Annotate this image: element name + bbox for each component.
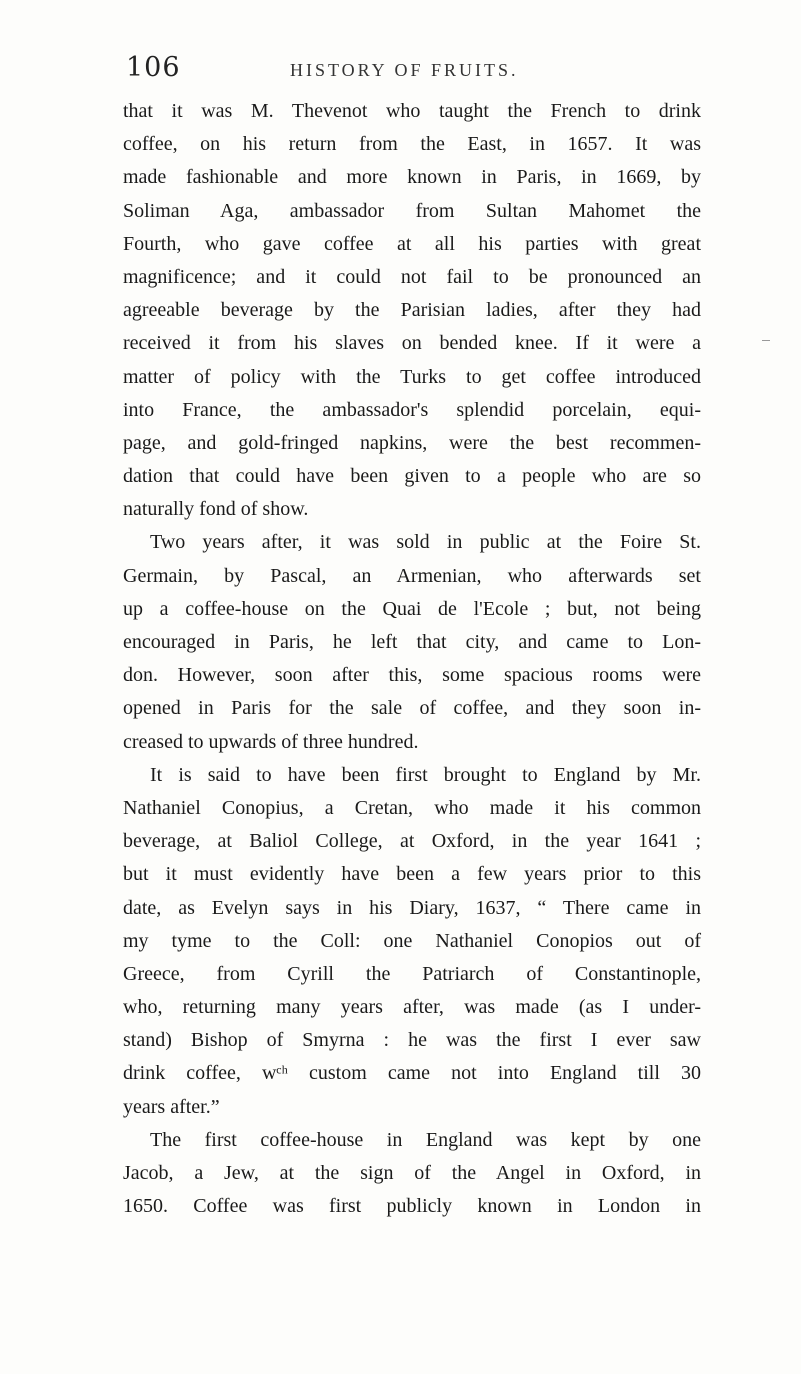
text-line: Soliman Aga, ambassador from Sultan Mahomet the <box>123 199 701 222</box>
text-line: Germain, by Pascal, an Armenian, who afterwards set <box>123 564 701 587</box>
text-line: page, and gold-fringed napkins, were the best recommen- <box>123 431 701 454</box>
text-line: into France, the ambassador's splendid porcelain, equi- <box>123 398 701 421</box>
text-line: agreeable beverage by the Parisian ladies, after they had <box>123 299 701 322</box>
text-line: dation that could have been given to a people who are so <box>123 465 701 488</box>
text-line: that it was M. Thevenot who taught the French to drink <box>123 100 701 122</box>
text-line: who, returning many years after, was made (as I under- <box>123 996 701 1019</box>
text-line: made fashionable and more known in Paris, in 1669, by <box>123 166 701 189</box>
page-number: 106 <box>126 52 181 83</box>
text-line: but it must evidently have been a few years prior to this <box>123 863 701 886</box>
text-line: 1650. Coffee was first publicly known in London in <box>123 1195 701 1218</box>
text-line: opened in Paris for the sale of coffee, and they soon in- <box>123 697 701 720</box>
text-line: coffee, on his return from the East, in 1657. It was <box>123 133 701 156</box>
text-line: Fourth, who gave coffee at all his parties with great <box>123 232 701 255</box>
text-line: Greece, from Cyrill the Patriarch of Constantinople, <box>123 962 701 985</box>
paragraph-start-line: The first coffee-house in England was kept by one <box>150 1128 701 1151</box>
running-title: HISTORY OF FRUITS. <box>290 60 519 80</box>
paragraph-end-line: years after.” <box>123 1095 220 1118</box>
text-line: magnificence; and it could not fail to be pronounced an <box>123 265 701 288</box>
text-line: my tyme to the Coll: one Nathaniel Conopios out of <box>123 929 701 952</box>
text-line: received it from his slaves on bended knee. If it were a <box>123 332 701 355</box>
text-line: stand) Bishop of Smyrna : he was the first I ever saw <box>123 1029 701 1052</box>
paragraph-end-line: creased to upwards of three hundred. <box>123 730 419 753</box>
margin-mark <box>762 340 770 341</box>
paragraph-start-line: It is said to have been first brought to England by Mr. <box>150 763 701 786</box>
body-text <box>123 95 701 1223</box>
text-line: don. However, soon after this, some spacious rooms were <box>123 664 701 687</box>
text-line: beverage, at Baliol College, at Oxford, in the year 1641 ; <box>123 830 701 853</box>
text-line: drink coffee, wᶜʰ custom came not into England till 30 <box>123 1062 701 1085</box>
text-line: date, as Evelyn says in his Diary, 1637, “ There came in <box>123 896 701 919</box>
text-line: encouraged in Paris, he left that city, and came to Lon- <box>123 631 701 653</box>
text-line: up a coffee-house on the Quai de l'Ecole ; but, not being <box>123 597 701 620</box>
text-line: matter of policy with the Turks to get coffee introduced <box>123 365 701 388</box>
running-head <box>126 52 686 92</box>
text-line: Nathaniel Conopius, a Cretan, who made it his common <box>123 796 701 819</box>
paragraph-start-line: Two years after, it was sold in public at the Foire St. <box>150 531 701 554</box>
paragraph-end-line: naturally fond of show. <box>123 498 309 521</box>
text-line: Jacob, a Jew, at the sign of the Angel in Oxford, in <box>123 1162 701 1184</box>
